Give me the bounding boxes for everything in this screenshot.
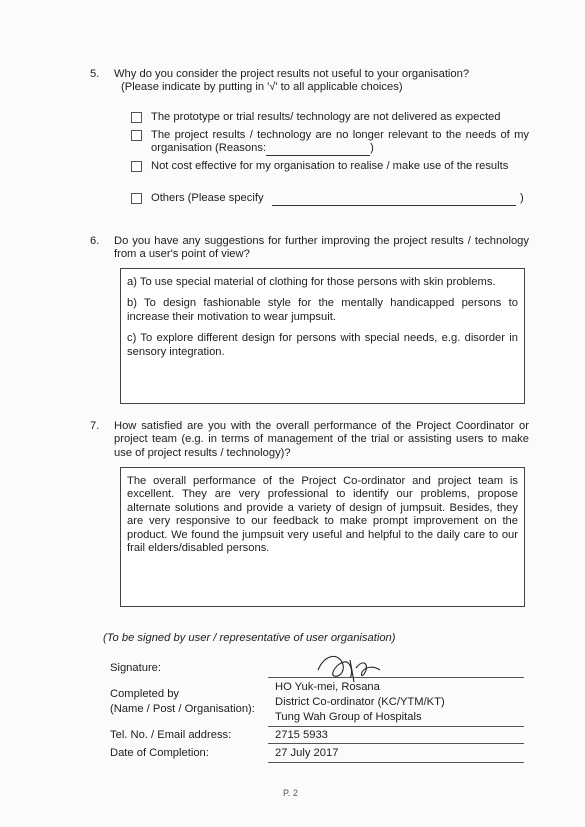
q6-answer-a: a) To use special material of clothing for those persons with skin problems. (127, 276, 496, 288)
q6-answer-b: b) To design fashionable style for the mentally handicapped persons to increase their motivation to wear jumpsuit. (127, 297, 518, 323)
date-value: 27 July 2017 (275, 747, 339, 759)
q6-question: Do you have any suggestions for further improving the project results / technology from a user's point of view? (114, 235, 529, 261)
tel-label: Tel. No. / Email address: (110, 729, 232, 741)
q6-answer-c: c) To explore different design for persons with special needs, e.g. disorder in sensory integration. (127, 332, 518, 358)
q5-option-4-label: Others (Please specify (151, 192, 264, 204)
q5-option-3-checkbox[interactable] (131, 161, 142, 172)
q5-question: Why do you consider the project results not useful to your organisation? (114, 68, 470, 80)
q5-option-2-checkbox[interactable] (131, 130, 142, 141)
q5-number: 5. (90, 68, 100, 80)
signature-label: Signature: (110, 662, 161, 674)
q7-answer: The overall performance of the Project Co-ordinator and project team is excellent. They are very professional to identify our problems, propose alternate solutions and provide a variety of design of jumpsuit. Besides, they are very responsive to our feedback to make prompt improvement on the product. We found the jumpsuit very useful and helpful to the daily care to our frail elders/disabled persons. (127, 475, 518, 555)
q5-option-4-checkbox[interactable] (131, 193, 142, 204)
date-line (268, 762, 524, 763)
q5-specify-blank[interactable] (272, 205, 516, 206)
q5-option-1-label: The prototype or trial results/ technology are not delivered as expected (151, 111, 501, 123)
signoff-heading: (To be signed by user / representative of user organisation) (103, 632, 396, 644)
q7-number: 7. (90, 420, 100, 432)
completed-name: HO Yuk-mei, Rosana (275, 681, 380, 693)
q6-answer-box[interactable] (120, 268, 525, 404)
q5-option-2-label: The project results / technology are no longer relevant to the needs of my organisation (Reasons: (151, 129, 529, 155)
date-label: Date of Completion: (110, 747, 209, 759)
page-number: P. 2 (283, 788, 298, 798)
q5-reasons-close: ) (370, 142, 374, 155)
q5-specify-close: ) (520, 192, 524, 204)
completed-by-label-2: (Name / Post / Organisation): (110, 703, 255, 715)
tel-line (268, 743, 524, 744)
signature-line (268, 677, 524, 678)
completed-by-label-1: Completed by (110, 688, 180, 700)
q5-option-3-label: Not cost effective for my organisation to realise / make use of the results (151, 160, 509, 172)
q6-number: 6. (90, 235, 100, 247)
q7-answer-box[interactable] (120, 467, 525, 607)
q5-reasons-blank[interactable] (266, 144, 370, 156)
completed-organisation: Tung Wah Group of Hospitals (275, 711, 422, 723)
q5-instruction: (Please indicate by putting in '√' to all applicable choices) (121, 81, 403, 93)
q5-option-1-checkbox[interactable] (131, 112, 142, 123)
completed-by-line (268, 726, 524, 727)
completed-post: District Co-ordinator (KC/YTM/KT) (275, 696, 445, 708)
q7-question: How satisfied are you with the overall performance of the Project Coordinator or project team (e.g. in terms of management of the trial or assisting users to make use of project results / technology)? (114, 420, 529, 459)
tel-value: 2715 5933 (275, 729, 328, 741)
q5-option-2-text (151, 129, 529, 156)
